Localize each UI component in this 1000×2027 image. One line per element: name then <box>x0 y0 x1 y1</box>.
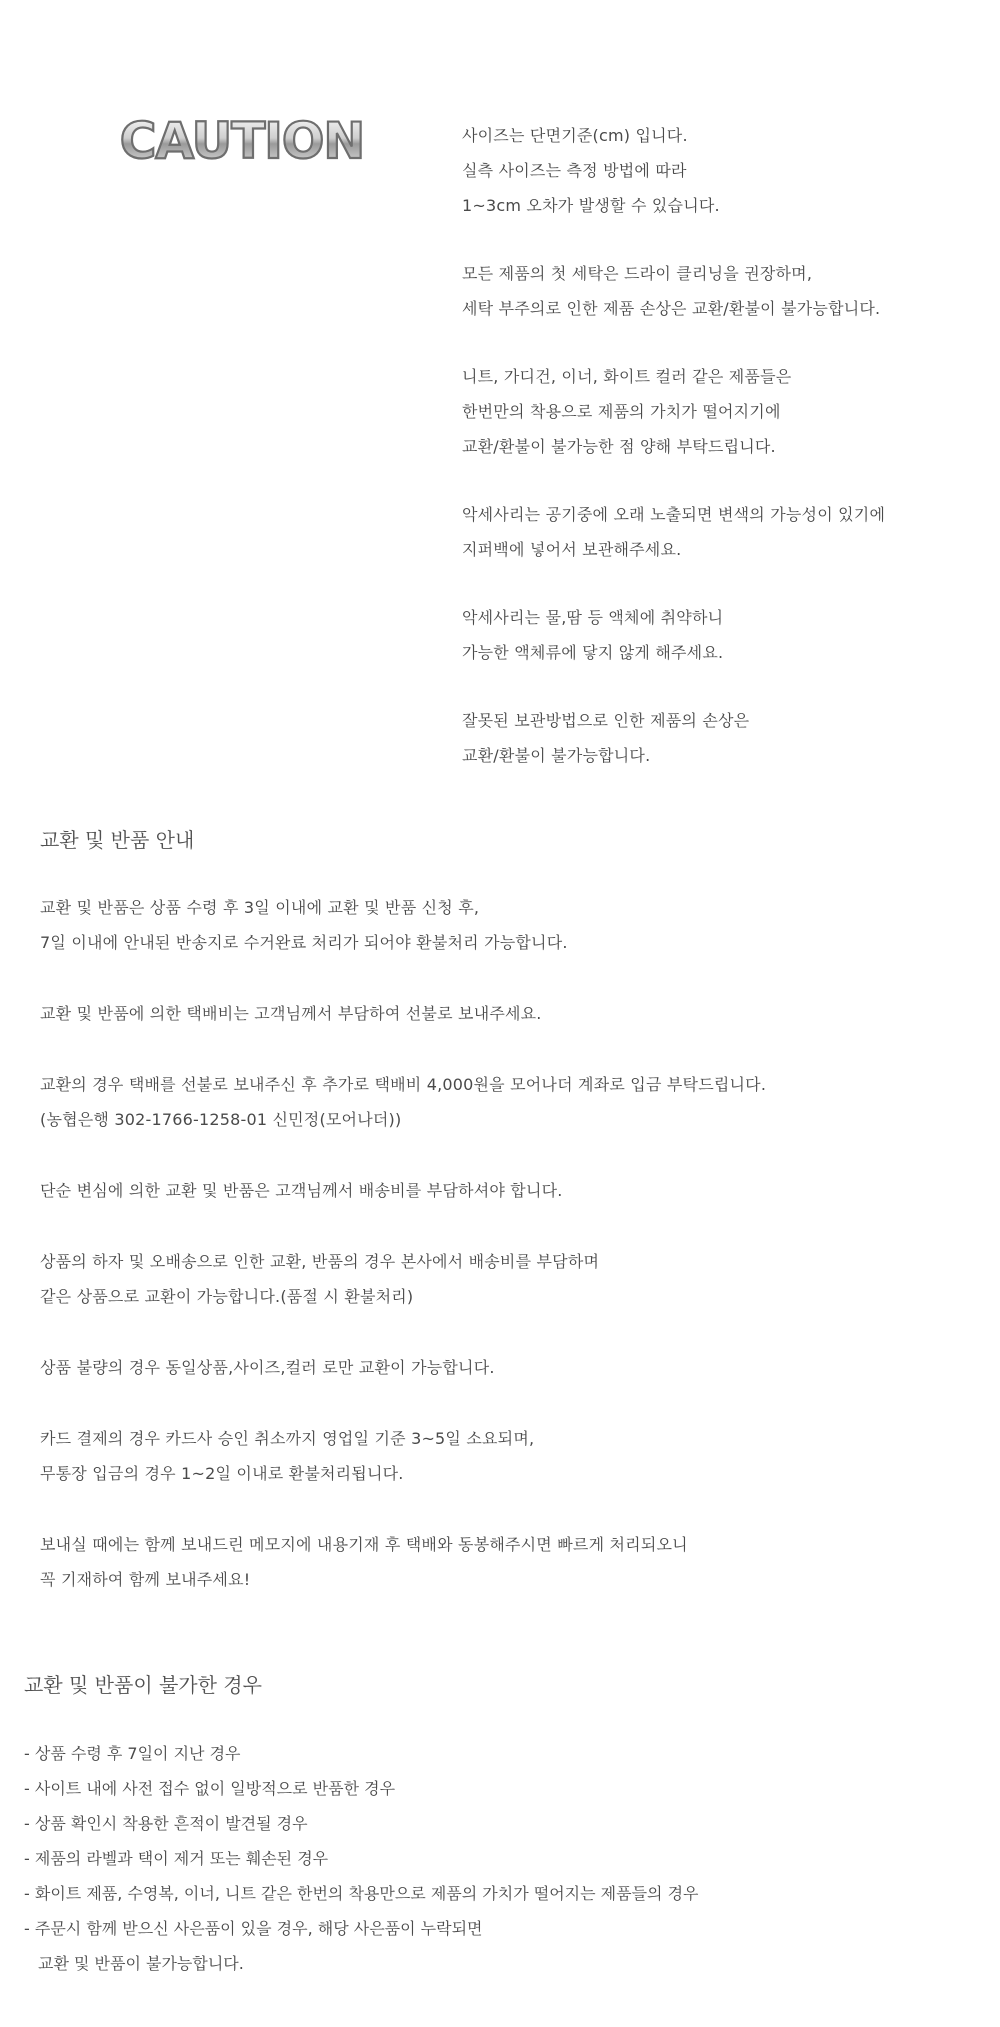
exchange-paragraph <box>40 1067 940 1137</box>
list-item-continuation: 교환 및 반품이 불가능합니다. <box>38 1954 244 1973</box>
exchange-line: 교환 및 반품에 의한 택배비는 고객님께서 부담하여 선불로 보내주세요. <box>40 1004 542 1023</box>
exchange-paragraph <box>40 1173 940 1208</box>
caution-logo-text: CAUTION <box>119 112 365 170</box>
caution-line: 1~3cm 오차가 발생할 수 있습니다. <box>462 196 720 215</box>
exchange-line: 카드 결제의 경우 카드사 승인 취소까지 영업일 기준 3~5일 소요되며, <box>40 1429 535 1448</box>
caution-line: 교환/환불이 불가능한 점 양해 부탁드립니다. <box>462 437 776 456</box>
list-item: - 주문시 함께 받으신 사은품이 있을 경우, 해당 사은품이 누락되면 <box>24 1919 483 1938</box>
caution-line: 가능한 액체류에 닿지 않게 해주세요. <box>462 643 724 662</box>
caution-logo <box>104 112 380 170</box>
exchange-guide <box>40 890 940 1633</box>
non-exchange-list <box>24 1736 964 1981</box>
exchange-paragraph <box>40 890 940 960</box>
caution-paragraph <box>462 256 982 326</box>
exchange-paragraph <box>40 1421 940 1491</box>
exchange-line: 같은 상품으로 교환이 가능합니다.(품절 시 환불처리) <box>40 1287 414 1306</box>
exchange-line: 교환의 경우 택배를 선불로 보내주신 후 추가로 택배비 4,000원을 모어나더 계좌로 입금 부탁드립니다. <box>40 1075 767 1094</box>
exchange-line: 교환 및 반품은 상품 수령 후 3일 이내에 교환 및 반품 신청 후, <box>40 898 480 917</box>
exchange-line: 7일 이내에 안내된 반송지로 수거완료 처리가 되어야 환불처리 가능합니다. <box>40 933 568 952</box>
exchange-line: 꼭 기재하여 함께 보내주세요! <box>40 1570 251 1589</box>
caution-line: 사이즈는 단면기준(cm) 입니다. <box>462 126 688 145</box>
list-item: - 사이트 내에 사전 접수 없이 일방적으로 반품한 경우 <box>24 1779 396 1798</box>
caution-line: 니트, 가디건, 이너, 화이트 컬러 같은 제품들은 <box>462 367 792 386</box>
exchange-line: 보내실 때에는 함께 보내드린 메모지에 내용기재 후 택배와 동봉해주시면 빠르게 처리되오니 <box>40 1535 688 1554</box>
caution-line: 지퍼백에 넣어서 보관해주세요. <box>462 540 682 559</box>
caution-paragraph <box>462 703 982 773</box>
caution-paragraph <box>462 600 982 670</box>
caution-line: 잘못된 보관방법으로 인한 제품의 손상은 <box>462 711 750 730</box>
caution-line: 악세사리는 공기중에 오래 노출되면 변색의 가능성이 있기에 <box>462 505 886 524</box>
caution-line: 실측 사이즈는 측정 방법에 따라 <box>462 161 687 180</box>
caution-paragraph <box>462 118 982 223</box>
exchange-section-title: 교환 및 반품 안내 <box>40 828 195 852</box>
caution-line: 악세사리는 물,땀 등 액체에 취약하니 <box>462 608 724 627</box>
caution-paragraph <box>462 359 982 464</box>
caution-line: 한번만의 착용으로 제품의 가치가 떨어지기에 <box>462 402 781 421</box>
exchange-paragraph <box>40 1350 940 1385</box>
exchange-line: 상품의 하자 및 오배송으로 인한 교환, 반품의 경우 본사에서 배송비를 부담하며 <box>40 1252 600 1271</box>
exchange-line: 상품 불량의 경우 동일상품,사이즈,컬러 로만 교환이 가능합니다. <box>40 1358 495 1377</box>
list-item: - 상품 수령 후 7일이 지난 경우 <box>24 1744 241 1763</box>
exchange-paragraph <box>40 996 940 1031</box>
caution-line: 교환/환불이 불가능합니다. <box>462 746 651 765</box>
caution-notes <box>462 118 982 806</box>
caution-paragraph <box>462 497 982 567</box>
caution-line: 모든 제품의 첫 세탁은 드라이 클리닝을 권장하며, <box>462 264 813 283</box>
exchange-line: 단순 변심에 의한 교환 및 반품은 고객님께서 배송비를 부담하셔야 합니다. <box>40 1181 563 1200</box>
caution-logo-graphic <box>104 112 380 170</box>
list-item: - 상품 확인시 착용한 흔적이 발견될 경우 <box>24 1814 308 1833</box>
exchange-paragraph <box>40 1527 940 1597</box>
exchange-paragraph <box>40 1244 940 1314</box>
bank-account-line: (농협은행 302-1766-1258-01 신민정(모어나더)) <box>40 1110 402 1129</box>
exchange-line: 무통장 입금의 경우 1~2일 이내로 환불처리됩니다. <box>40 1464 404 1483</box>
non-exchange-section-title: 교환 및 반품이 불가한 경우 <box>24 1673 262 1697</box>
list-item: - 제품의 라벨과 택이 제거 또는 훼손된 경우 <box>24 1849 329 1868</box>
caution-line: 세탁 부주의로 인한 제품 손상은 교환/환불이 불가능합니다. <box>462 299 881 318</box>
list-item: - 화이트 제품, 수영복, 이너, 니트 같은 한번의 착용만으로 제품의 가치가 떨어지는 제품들의 경우 <box>24 1884 699 1903</box>
